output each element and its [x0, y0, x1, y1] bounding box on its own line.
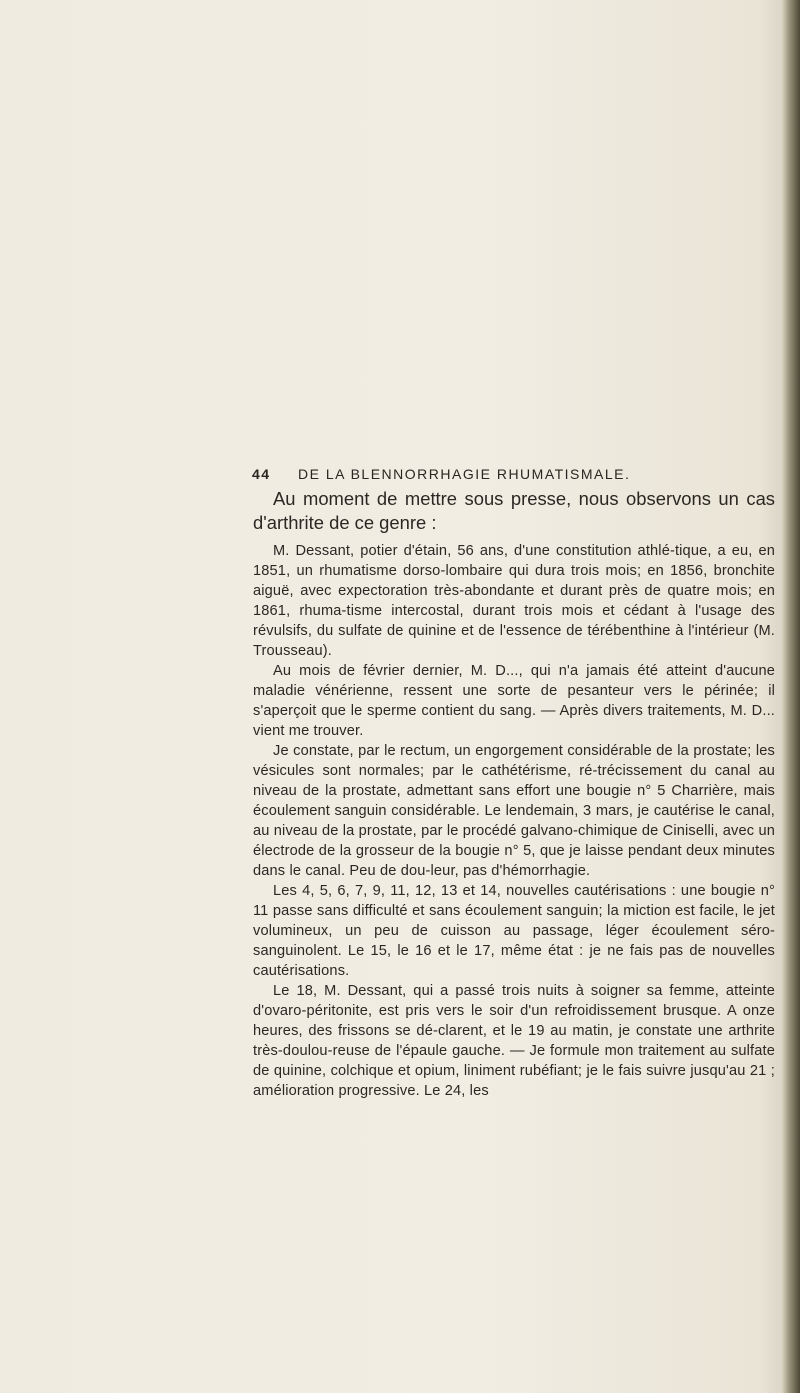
cauterization-paragraph: Les 4, 5, 6, 7, 9, 11, 12, 13 et 14, nouvelles cautérisations : une bougie n° 11 passe sans difficulté et sans écoulement sanguin; la miction est facile, le jet volumineux, un peu de cuisson au passage, léger écoulement séro-sanguinolent. Le 15, le 16 et le 17, même état : je ne fais pas de nouvelles cautérisations.: [253, 883, 775, 979]
arthritis-paragraph: Le 18, M. Dessant, qui a passé trois nuits à soigner sa femme, atteinte d'ovaro-péritonite, est pris vers le soir d'un refroidissement brusque. A onze heures, des frissons se dé-clarent, et le 19 au matin, je constate une arthrite très-doulou-reuse de l'épaule gauche. — Je formule mon traitement au sulfate de quinine, colchique et opium, liniment rubéfiant; je le fais suivre jusqu'au 21 ; amélioration progressive. Le 24, les: [253, 983, 775, 1099]
case-history-paragraph: M. Dessant, potier d'étain, 56 ans, d'une constitution athlé-tique, a eu, en 1851, un rhumatisme dorso-lombaire qui dura trois mois; en 1856, bronchite aiguë, avec expectoration très-abondante et durant près de quatre mois; en 1861, rhuma-tisme intercostal, durant trois mois et cédant à l'usage des révulsifs, du sulfate de quinine et de l'essence de térébenthine à l'intérieur (M. Trousseau).: [253, 543, 775, 659]
symptoms-paragraph: Au mois de février dernier, M. D..., qui n'a jamais été atteint d'aucune maladie vénérienne, ressent une sorte de pesanteur vers le périnée; il s'aperçoit que le sperme contient du sang. — Après divers traitements, M. D... vient me trouver.: [253, 663, 775, 739]
intro-paragraph: Au moment de mettre sous presse, nous observons un cas d'arthrite de ce genre :: [253, 488, 775, 533]
running-header: [252, 466, 630, 482]
running-title: DE LA BLENNORRHAGIE RHUMATISMALE.: [298, 466, 631, 482]
examination-paragraph: Je constate, par le rectum, un engorgement considérable de la prostate; les vésicules sont normales; par le cathétérisme, ré-trécissement du canal au niveau de la prostate, admettant sans effort une bougie n° 5 Charrière, mais écoulement sanguin considérable. Le lendemain, 3 mars, je cautérise le canal, au niveau de la prostate, par le procédé galvano-chimique de Ciniselli, avec un électrode de la grosseur de la bougie n° 5, que je laisse pendant deux minutes dans le canal. Peu de dou-leur, pas d'hémorrhagie.: [253, 743, 775, 879]
page-edge-shadow: [782, 0, 800, 1393]
page-number: 44: [252, 466, 271, 482]
text-block: [253, 487, 775, 1101]
